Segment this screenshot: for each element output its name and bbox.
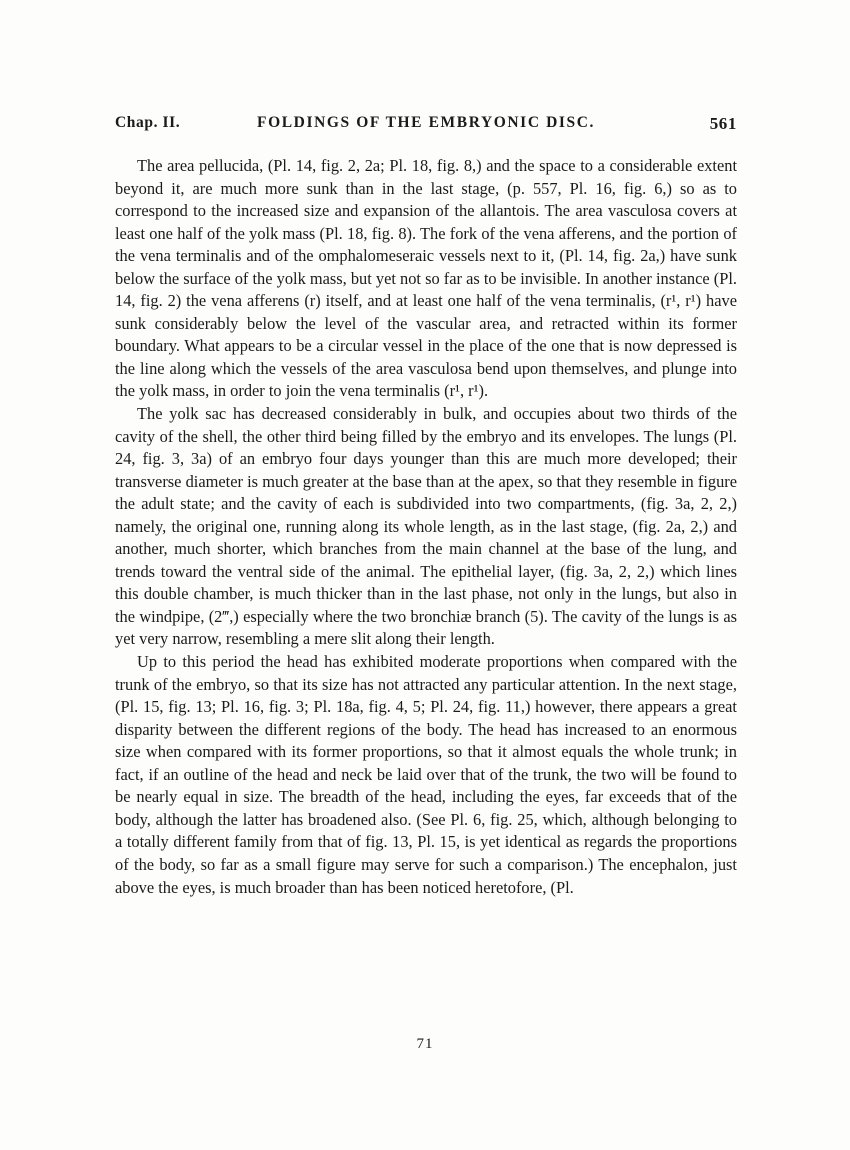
page-number: 561 xyxy=(709,114,737,133)
chapter-label: Chap. II. xyxy=(115,114,181,131)
paragraph-head-proportions: Up to this period the head has exhibited moderate proportions when compared with the trunk of the embryo, so that its size has not attracted any particular attention. In the next stage, (Pl. 15, fig. 13; Pl. 16, fig. 3; Pl. 18a, fig. 4, 5; Pl. 24, fig. 11,) however, there appears a great disparity between the different regions of the body. The head has increased to an enormous size when compared with its former proportions, so that it almost equals the whole trunk; in fact, if an outline of the head and neck be laid over that of the trunk, the two will be found to be nearly equal in size. The breadth of the head, including the eyes, far exceeds that of the body, although the latter has broadened also. (See Pl. 6, fig. 25, which, although belonging to a totally different family from that of fig. 13, Pl. 15, is yet identical as regards the proportions of the body, so far as a small figure may serve for such a comparison.) The encephalon, just above the eyes, is much broader than has been noticed heretofore, (Pl. xyxy=(115,652,737,897)
paragraph-yolk-sac: The yolk sac has decreased considerably in bulk, and occupies about two thirds of the cavity of the shell, the other third being filled by the embryo and its envelopes. The lungs (Pl. 24, fig. 3, 3a) of an embryo four days younger than this are much more developed; their transverse diameter is much greater at the base than at the apex, so that they resemble in figure the adult state; and the cavity of each is subdivided into two compartments, (fig. 3a, 2, 2,) namely, the original one, running along its whole length, as in the last stage, (fig. 2a, 2,) and another, much shorter, which branches from the main channel at the base of the lung, and trends toward the ventral side of the animal. The epithelial layer, (fig. 3a, 2, 2,) which lines this double chamber, is much thicker than in the last phase, not only in the lungs, but also in the windpipe, (2‴,) especially where the two bronchiæ branch (5). The cavity of the lungs is as yet very narrow, resembling a mere slit along their length. xyxy=(115,404,737,649)
chapter-title: FOLDINGS OF THE EMBRYONIC DISC. xyxy=(257,114,595,131)
paragraph-area-pellucida: The area pellucida, (Pl. 14, fig. 2, 2a; Pl. 18, fig. 8,) and the space to a considerable extent beyond it, are much more sunk than in the last stage, (p. 557, Pl. 16, fig. 6,) so as to correspond to the increased size and expansion of the allantois. The area vasculosa covers at least one half of the yolk mass (Pl. 18, fig. 8). The fork of the vena afferens, and the portion of the vena terminalis and of the omphalomeseraic vessels next to it, (Pl. 14, fig. 2a,) have sunk below the surface of the yolk mass, but yet not so far as to be invisible. In another instance (Pl. 14, fig. 2) the vena afferens (r) itself, and at least one half of the vena terminalis, (r¹, r¹) have sunk considerably below the level of the vascular area, and retracted within its former boundary. What appears to be a circular vessel in the place of the one that is now depressed is the line along which the vessels of the area vasculosa bend upon themselves, and plunge into the yolk mass, in order to join the vena terminalis (r¹, r¹). xyxy=(115,156,737,401)
body-text xyxy=(115,155,737,899)
signature-mark: 71 xyxy=(416,1036,434,1052)
running-head xyxy=(115,114,737,138)
